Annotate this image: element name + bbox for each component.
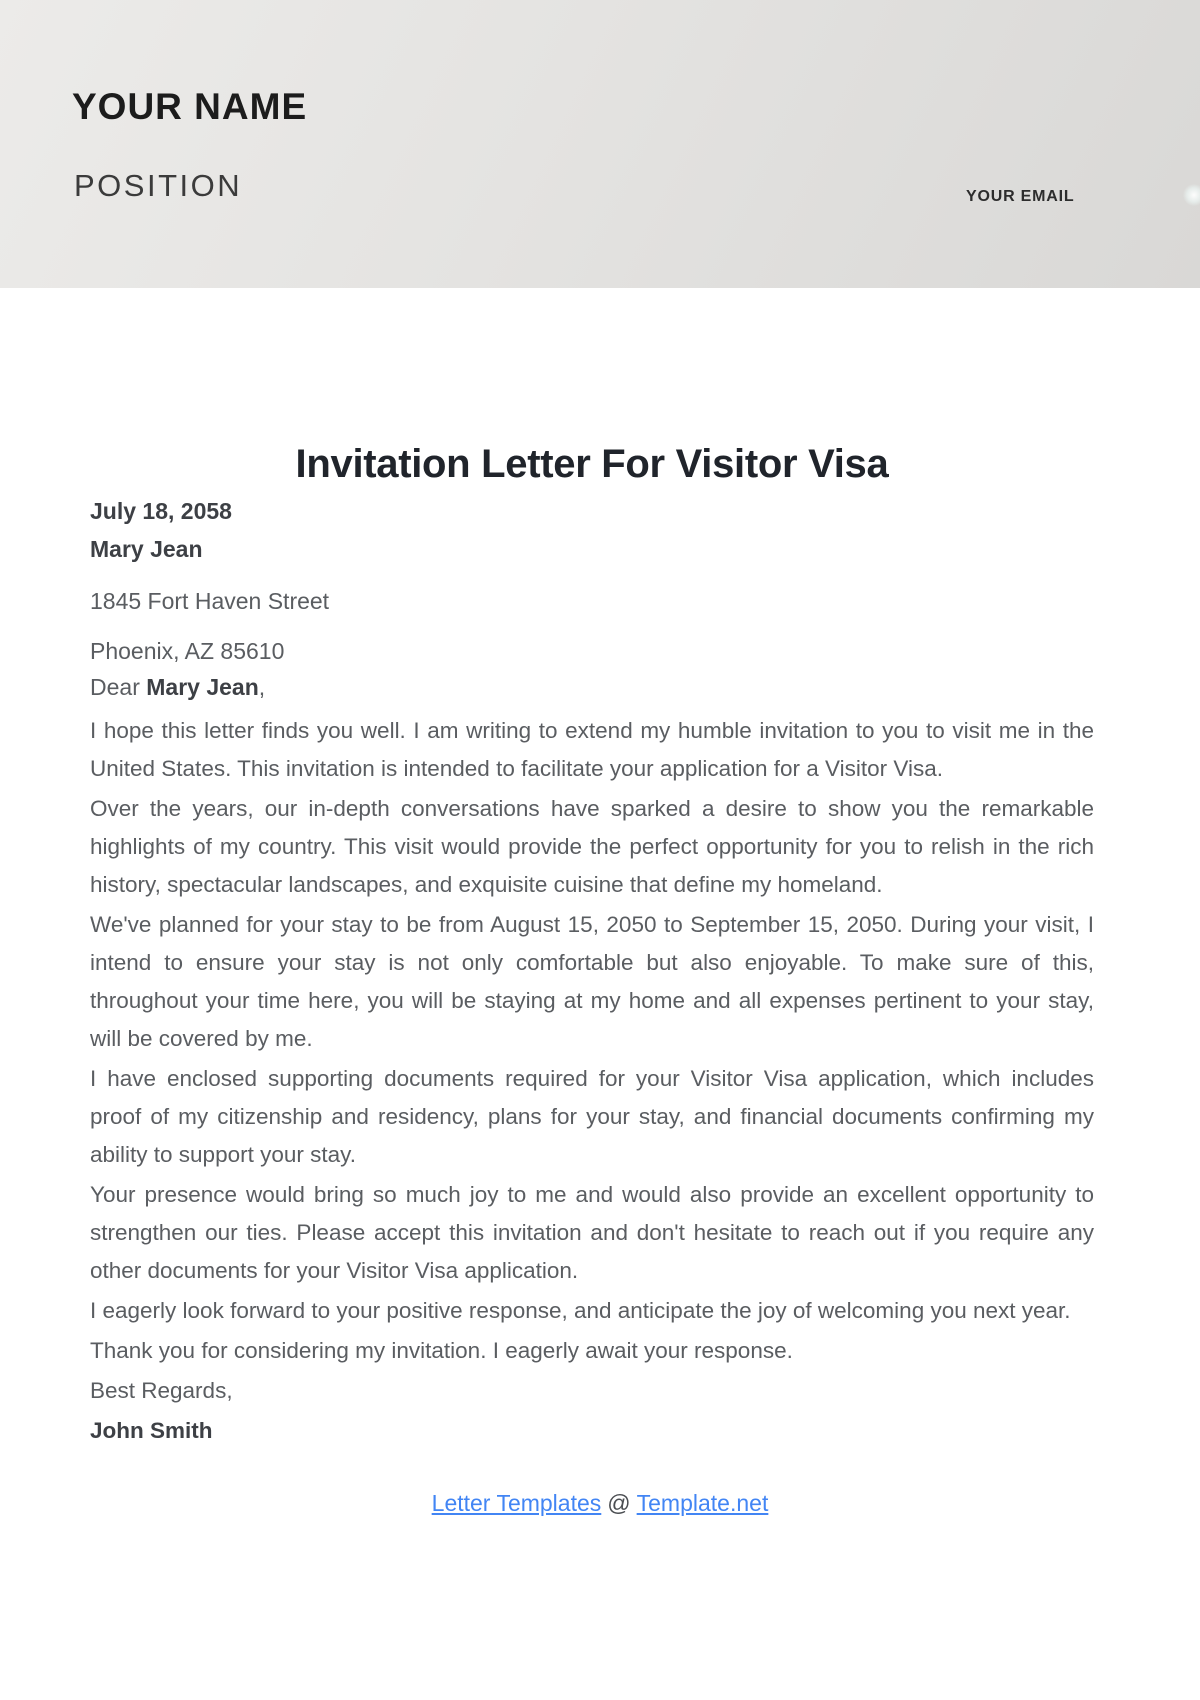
letterhead-position: POSITION <box>74 168 243 203</box>
recipient-address-street: 1845 Fort Haven Street <box>90 588 330 614</box>
letter-title: Invitation Letter For Visitor Visa <box>295 442 889 486</box>
recipient-address-city: Phoenix, AZ 85610 <box>90 638 285 664</box>
recipient-name: Mary Jean <box>90 536 203 562</box>
letter-date: July 18, 2058 <box>90 498 232 524</box>
letter-paragraph: Your presence would bring so much joy to me and would also provide an excellent opportunity to strengthen our ties. Please accept this invitation and don't hesitate to reach out if you require any other documents for your Visitor Visa application. <box>90 1182 1094 1283</box>
letterhead-email: YOUR EMAIL <box>966 188 1075 205</box>
letter-paragraph: I have enclosed supporting documents required for your Visitor Visa application, which includes proof of my citizenship and residency, plans for your stay, and financial documents confirming my ability to support your stay. <box>90 1066 1094 1167</box>
letter-paragraph: I hope this letter finds you well. I am writing to extend my humble invitation to you to visit me in the United States. This invitation is intended to facilitate your application for a Visitor Visa. <box>90 718 1094 781</box>
letter-paragraph: Over the years, our in-depth conversations have sparked a desire to show you the remarkable highlights of my country. This visit would provide the perfect opportunity for you to relish in the rich history, spectacular landscapes, and exquisite cuisine that define my homeland. <box>90 796 1094 897</box>
closing: Best Regards, <box>90 1378 233 1403</box>
letter-templates-link[interactable]: Letter Templates <box>431 1490 602 1516</box>
letter-paragraph: I eagerly look forward to your positive response, and anticipate the joy of welcoming you next year. <box>90 1298 1071 1323</box>
salutation-comma: , <box>258 674 266 700</box>
letterhead <box>0 0 1200 288</box>
letter-body <box>90 440 1094 1452</box>
letter-paragraph: Thank you for considering my invitation. I eagerly await your response. <box>90 1338 793 1363</box>
template-net-link[interactable]: Template.net <box>636 1490 769 1516</box>
salutation <box>90 674 1094 700</box>
letterhead-name: YOUR NAME <box>72 86 308 127</box>
letter-paragraph: We've planned for your stay to be from August 15, 2050 to September 15, 2050. During your visit, I intend to ensure your stay is not only comfortable but also enjoyable. To make sure of this, throughout your time here, you will be staying at my home and all expenses pertinent to your stay, will be covered by me. <box>90 912 1094 1051</box>
at-separator: @ <box>607 1490 631 1516</box>
glow-dot-decoration <box>1183 184 1200 206</box>
salutation-prefix: Dear <box>90 674 147 700</box>
signature: John Smith <box>90 1418 213 1443</box>
footer-attribution <box>0 1484 1200 1522</box>
salutation-name: Mary Jean <box>146 674 259 700</box>
